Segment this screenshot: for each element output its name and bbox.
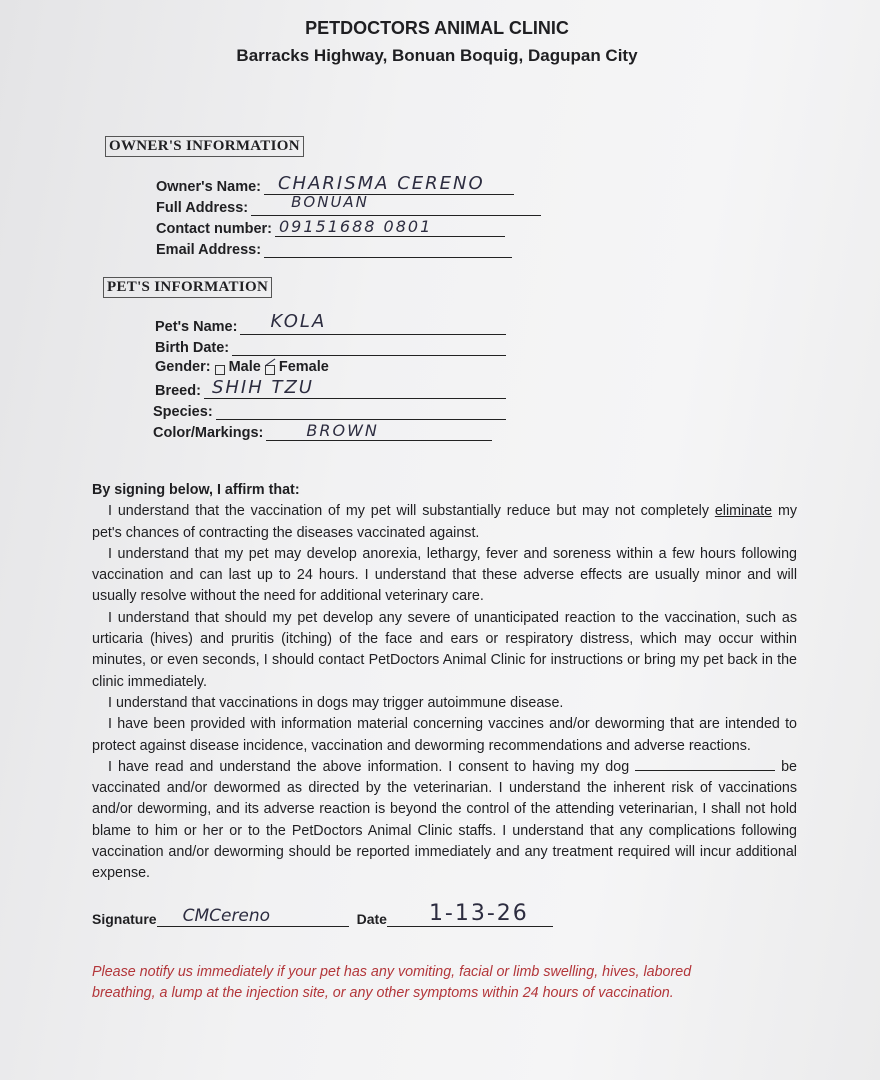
email-label: Email Address:	[156, 242, 262, 258]
color-field[interactable]	[153, 422, 492, 441]
male-checkbox[interactable]	[215, 365, 225, 375]
affirmation-paragraph: I have been provided with information material concerning vaccines and/or deworming that are intended to protect against disease incidence, vaccination and deworming recommendations and adverse reactions.	[92, 716, 797, 754]
breed-label: Breed:	[155, 383, 201, 399]
pet-name-value: KOLA	[270, 311, 327, 332]
species-label: Species:	[153, 404, 213, 420]
address-value: BONUAN	[291, 193, 369, 211]
date-value: 1-13-26	[428, 901, 529, 926]
breed-value: SHIH TZU	[211, 377, 314, 398]
gender-label: Gender:	[155, 359, 211, 375]
p6-text: I have read and understand the above information. I consent to having my dog	[108, 758, 636, 775]
color-label: Color/Markings:	[153, 425, 264, 441]
gender-field	[155, 359, 329, 375]
signature-value: CMCereno	[182, 906, 271, 926]
p1-text: I understand that the vaccination of my pet will substantially reduce but may not completely	[108, 503, 715, 520]
p1-text-end: my pet's chances of contracting the diseases vaccinated against.	[92, 503, 797, 541]
affirmation-paragraph	[92, 757, 797, 885]
affirmation-paragraph	[92, 501, 797, 544]
signature-row	[92, 901, 553, 927]
birth-date-label: Birth Date:	[155, 340, 230, 356]
address-field[interactable]	[156, 193, 541, 216]
female-label: Female	[278, 359, 329, 375]
owner-name-label: Owner's Name:	[156, 179, 261, 195]
signature-field[interactable]	[157, 908, 349, 927]
color-value: BROWN	[306, 421, 379, 440]
owner-section-title: OWNER'S INFORMATION	[105, 136, 304, 157]
affirmation-paragraph: I understand that my pet may develop anorexia, lethargy, fever and soreness within a few hours following vaccination and can last up to 24 hours. I understand that these adverse effects are usually minor and will usually resolve without the need for additional veterinary care.	[92, 545, 797, 605]
breed-field[interactable]	[155, 377, 506, 399]
species-field[interactable]	[153, 401, 506, 420]
email-field[interactable]	[156, 239, 512, 258]
date-field[interactable]	[387, 901, 553, 927]
address-label: Full Address:	[156, 200, 249, 216]
clinic-name: PETDOCTORS ANIMAL CLINIC	[305, 18, 569, 38]
dog-name-blank[interactable]	[635, 758, 775, 771]
notice-text: Please notify us immediately if your pet has any vomiting, facial or limb swelling, hives, labored breathing, a lump at the injection site, or any other symptoms within 24 hours of vaccination.	[92, 964, 692, 1001]
affirmation-paragraph: I understand that should my pet develop any severe of unanticipated reaction to the vaccination, such as urticaria (hives) and pruritis (itching) of the face and ears or respiratory distress, which may occur within minutes, or even seconds, I should contact PetDoctors Animal Clinic for instructions or bring my pet back in the clinic immediately.	[92, 609, 797, 690]
date-label: Date	[356, 911, 387, 927]
affirmation-paragraph: I understand that vaccinations in dogs may trigger autoimmune disease.	[108, 694, 564, 711]
signature-label: Signature	[92, 911, 157, 927]
pet-name-field[interactable]	[155, 311, 506, 335]
contact-value: 09151688 0801	[279, 217, 433, 236]
contact-field[interactable]	[156, 218, 505, 237]
male-label: Male	[228, 359, 261, 375]
pet-name-label: Pet's Name:	[155, 319, 238, 335]
pet-section-title: PET'S INFORMATION	[103, 277, 272, 298]
clinic-address: Barracks Highway, Bonuan Boquig, Dagupan City	[236, 46, 638, 65]
female-checkbox-checked[interactable]	[265, 365, 275, 375]
owner-name-value: CHARISMA CERENO	[277, 173, 485, 194]
p6-text-end: be vaccinated and/or dewormed as directed by the veterinarian. I understand the inherent risk of vaccinations and/or deworming, and its adverse reaction is beyond the control of the attending veterinarian, I shall not hold blame to him or her or to the PetDoctors Animal Clinic staffs. I understand that any complications following vaccination and/or deworming should be reported immediately and any treatment required will incur additional expense.	[92, 758, 797, 882]
p1-underlined: eliminate	[714, 503, 773, 520]
birth-date-field[interactable]	[155, 337, 506, 356]
affirmation-lead: By signing below, I affirm that:	[92, 482, 300, 498]
contact-label: Contact number:	[156, 221, 272, 237]
affirmation-text	[92, 480, 797, 885]
